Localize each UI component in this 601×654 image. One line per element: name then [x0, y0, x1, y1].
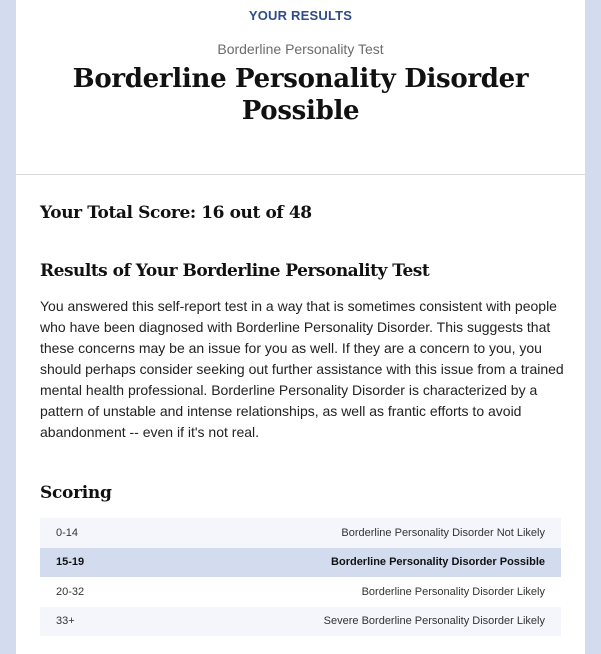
- results-kicker: YOUR RESULTS: [248, 8, 353, 23]
- results-heading: Results of Your Borderline Personality Test: [40, 261, 430, 281]
- results-description: You answered this self-report test in a way that is sometimes consistent with people who have been diagnosed with Borderline Personality Disorder. This suggests that these concerns may be an issue for you as well. If they are a concern to you, you should perhaps consider seeking out further assistance with this issue from a trained mental health professional. Borderline Personality Disorder is characterized by a pattern of unstable and intense relationships, as well as frantic efforts to avoid abandonment -- even if it's not real.: [40, 298, 564, 440]
- scoring-result: Borderline Personality Disorder Not Likely: [341, 526, 545, 539]
- scoring-range: 20-32: [56, 585, 85, 598]
- scoring-heading: Scoring: [40, 483, 112, 503]
- scoring-row: [40, 518, 561, 548]
- results-card: [16, 0, 585, 654]
- scoring-result: Severe Borderline Personality Disorder Likely: [323, 615, 545, 628]
- result-headline: Borderline Personality Disorder Possible: [72, 64, 529, 126]
- scoring-range: 0-14: [56, 526, 79, 539]
- scoring-row-current: [40, 548, 561, 578]
- scoring-result: Borderline Personality Disorder Possible: [331, 556, 545, 569]
- scoring-row: [40, 607, 561, 637]
- scoring-range: 33+: [56, 615, 75, 628]
- scoring-row: [40, 577, 561, 607]
- total-score: Your Total Score: 16 out of 48: [40, 203, 312, 223]
- scoring-table: [40, 518, 561, 636]
- scoring-range: 15-19: [56, 556, 85, 569]
- section-divider: [16, 174, 585, 175]
- test-name: Borderline Personality Test: [217, 41, 384, 57]
- scoring-result: Borderline Personality Disorder Likely: [361, 585, 545, 598]
